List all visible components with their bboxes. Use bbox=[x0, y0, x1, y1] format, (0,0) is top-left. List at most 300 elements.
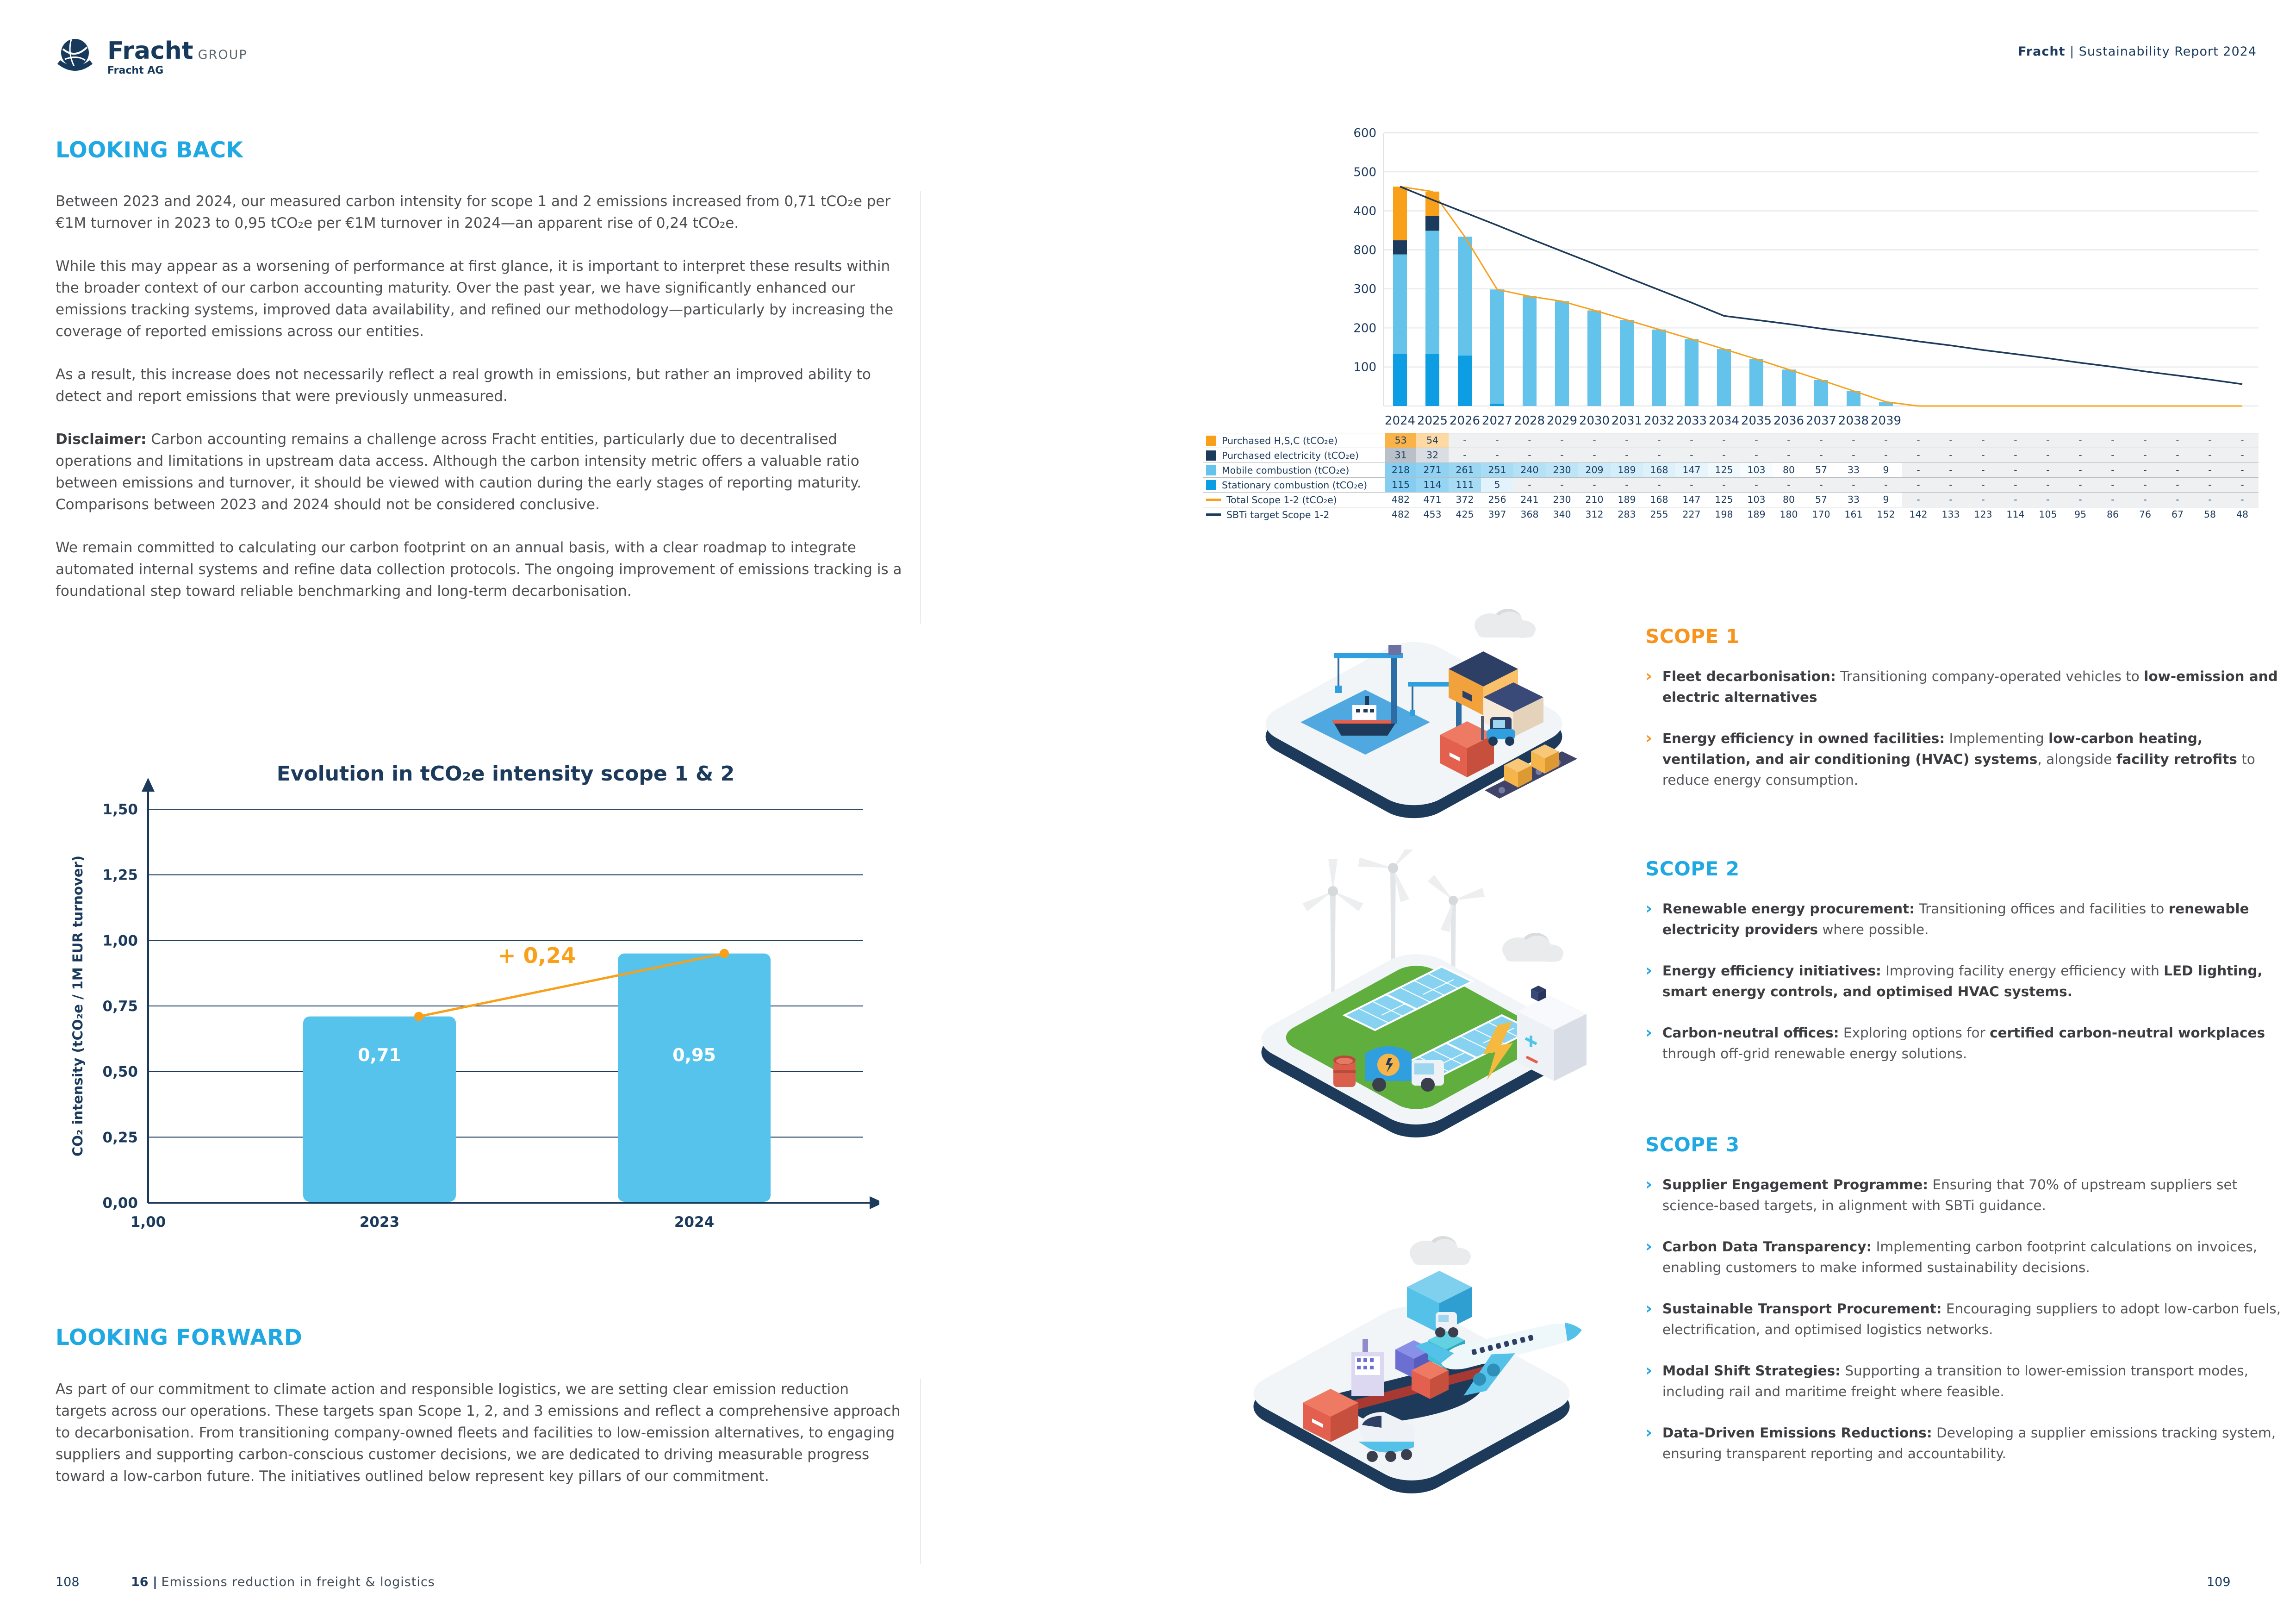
table-cell: - bbox=[2194, 478, 2226, 492]
table-row-electricity bbox=[1203, 448, 2259, 462]
table-cell: - bbox=[1902, 448, 1935, 462]
table-cell: - bbox=[1740, 478, 1773, 492]
page-number-right: 109 bbox=[2207, 1575, 2231, 1589]
table-cell: - bbox=[1611, 448, 1643, 462]
table-cell: - bbox=[2064, 433, 2097, 448]
table-cell: - bbox=[1449, 433, 1481, 448]
table-cell: - bbox=[1675, 478, 1708, 492]
table-cell: - bbox=[1967, 478, 1999, 492]
table-cell: - bbox=[1902, 478, 1935, 492]
cloud-icon bbox=[1475, 609, 1536, 638]
table-cell: - bbox=[2097, 463, 2129, 477]
scope-2-illustration bbox=[1226, 849, 1606, 1148]
oil-barrel-icon bbox=[1333, 1056, 1356, 1087]
report-title-brand: Fracht bbox=[2018, 44, 2066, 59]
legend-swatch-icon bbox=[1206, 436, 1216, 446]
table-cell: 80 bbox=[1782, 464, 1795, 475]
bar-2023 bbox=[303, 1017, 456, 1202]
emissions-table bbox=[1203, 433, 2259, 522]
table-cell: 453 bbox=[1423, 509, 1442, 520]
emissions-projection-chart bbox=[1351, 119, 2259, 434]
table-cell: - bbox=[1999, 448, 2032, 462]
table-cell: - bbox=[2032, 493, 2064, 507]
table-cell: - bbox=[2097, 478, 2129, 492]
table-cell: 58 bbox=[2203, 509, 2216, 520]
legend-line-icon bbox=[1206, 513, 1221, 516]
scope-1-section bbox=[1645, 625, 2293, 811]
scope-bullet: › Energy efficiency in owned facilities: Implementing low-carbon heating, ventilation, and air conditioning (HVAC) systems, alongside facility retrofits to reduce energy consumption. bbox=[1645, 728, 2293, 791]
table-cell: 180 bbox=[1780, 509, 1798, 520]
svg-text:2034: 2034 bbox=[1708, 414, 1740, 428]
table-cell: - bbox=[2226, 463, 2259, 477]
table-cell: 218 bbox=[1384, 463, 1416, 477]
table-cell: - bbox=[1643, 478, 1675, 492]
stack-mobile-2027 bbox=[1490, 289, 1504, 404]
table-cell: - bbox=[2064, 463, 2097, 477]
table-cell: - bbox=[1740, 448, 1773, 462]
scope-bullet: › Fleet decarbonisation: Transitioning company-operated vehicles to low-emission and electric alternatives bbox=[1645, 666, 2293, 708]
stack-mobile-2028 bbox=[1523, 297, 1537, 406]
scope-3-heading: SCOPE 3 bbox=[1645, 1133, 1740, 1156]
chapter-number: 16 | bbox=[131, 1575, 157, 1589]
table-cell: - bbox=[2129, 493, 2161, 507]
brand-name: Fracht bbox=[107, 37, 193, 65]
table-cell: - bbox=[1999, 433, 2032, 448]
table-cell: 147 bbox=[1682, 494, 1701, 505]
scope-bullet: › Carbon-neutral offices: Exploring options for certified carbon-neutral workplaces through off-grid renewable energy solutions. bbox=[1645, 1023, 2293, 1064]
table-cell: - bbox=[1773, 448, 1805, 462]
table-cell: - bbox=[2194, 463, 2226, 477]
paragraph: As part of our commitment to climate action and responsible logistics, we are setting clear emission reduction targets across our operations. These targets span Scope 1, 2, and 3 emissions and reflect a comprehensive approach to decarbonisation. From transitioning company-owned fleets and facilities to low-emission alternatives, to engaging suppliers and supporting carbon-conscious customer decisions, we are dedicated to driving measurable progress toward a low-carbon future. The initiatives outlined below represent key pillars of our commitment. bbox=[56, 1381, 901, 1485]
table-cell: - bbox=[2226, 478, 2259, 492]
table-cell: - bbox=[2194, 493, 2226, 507]
table-cell: - bbox=[1481, 433, 1513, 448]
table-cell: - bbox=[1513, 478, 1546, 492]
table-cell: - bbox=[1837, 433, 1870, 448]
table-cell: - bbox=[2032, 478, 2064, 492]
stack-mobile-2024 bbox=[1393, 255, 1407, 354]
paragraph: Between 2023 and 2024, our measured carbon intensity for scope 1 and 2 emissions increased from 0,71 tCO₂e per €1M turnover in 2023 to 0,95 tCO₂e per €1M turnover in 2024—an apparent rise of 0,24 tCO₂e. bbox=[56, 193, 891, 231]
table-cell: - bbox=[1935, 463, 1967, 477]
table-cell: 189 bbox=[1611, 463, 1643, 477]
svg-text:2030: 2030 bbox=[1579, 414, 1610, 428]
table-cell: 152 bbox=[1877, 509, 1895, 520]
stack-mobile-2037 bbox=[1814, 380, 1828, 406]
table-cell: - bbox=[2161, 433, 2194, 448]
brand-suffix: GROUP bbox=[198, 47, 248, 62]
table-cell: - bbox=[1773, 433, 1805, 448]
row-label: Purchased H,S,C (tCO₂e) bbox=[1222, 435, 1338, 446]
table-row-total bbox=[1203, 492, 2259, 507]
table-cell: 189 bbox=[1618, 494, 1636, 505]
svg-text:0,25: 0,25 bbox=[102, 1129, 138, 1146]
table-cell: 86 bbox=[2106, 509, 2119, 520]
svg-text:800: 800 bbox=[1353, 243, 1376, 257]
cloud-icon bbox=[1502, 933, 1563, 962]
svg-text:2036: 2036 bbox=[1773, 414, 1804, 428]
paragraph: We remain committed to calculating our carbon footprint on an annual basis, with a clear roadmap to integrate automated internal systems and refine data collection protocols. The ongoing improvement of emissions tracking is a foundational step toward reliable benchmarking and long-term decarbonisation. bbox=[56, 539, 902, 600]
table-cell: 168 bbox=[1643, 463, 1675, 477]
table-cell: - bbox=[2161, 448, 2194, 462]
svg-text:2024: 2024 bbox=[674, 1214, 715, 1230]
stack-mobile-2034 bbox=[1717, 349, 1731, 406]
scope-1-heading: SCOPE 1 bbox=[1645, 625, 1740, 648]
table-cell: 170 bbox=[1812, 509, 1830, 520]
svg-text:0,75: 0,75 bbox=[102, 998, 138, 1015]
table-cell: - bbox=[1902, 493, 1935, 507]
scope-bullet: › Data-Driven Emissions Reductions: Developing a supplier emissions tracking system, ensuring transparent reporting and accountability. bbox=[1645, 1423, 2293, 1464]
table-cell: 255 bbox=[1650, 509, 1668, 520]
table-cell: 271 bbox=[1416, 463, 1449, 477]
table-cell: 125 bbox=[1715, 494, 1733, 505]
table-cell: 5 bbox=[1481, 478, 1513, 492]
table-cell: - bbox=[1999, 463, 2032, 477]
table-row-stationary bbox=[1203, 477, 2259, 492]
table-cell: - bbox=[2032, 433, 2064, 448]
table-cell: 123 bbox=[1974, 509, 1992, 520]
table-cell: 76 bbox=[2139, 509, 2152, 520]
table-cell: - bbox=[1513, 433, 1546, 448]
table-cell: 161 bbox=[1844, 509, 1863, 520]
table-cell: 57 bbox=[1815, 494, 1828, 505]
svg-text:1,00: 1,00 bbox=[102, 932, 138, 949]
legend-swatch-icon bbox=[1206, 465, 1216, 475]
table-cell: 256 bbox=[1488, 494, 1506, 505]
table-cell: - bbox=[1611, 478, 1643, 492]
table-cell: - bbox=[1546, 478, 1578, 492]
table-cell: - bbox=[2194, 448, 2226, 462]
table-cell: 48 bbox=[2236, 509, 2249, 520]
svg-text:2039: 2039 bbox=[1870, 414, 1902, 428]
table-cell: - bbox=[1675, 448, 1708, 462]
table-cell: - bbox=[1967, 493, 1999, 507]
table-cell: 168 bbox=[1650, 494, 1668, 505]
svg-text:1,00: 1,00 bbox=[130, 1214, 166, 1230]
table-cell: 142 bbox=[1909, 509, 1928, 520]
table-cell: - bbox=[1935, 493, 1967, 507]
stack-stationary-2025 bbox=[1425, 354, 1439, 406]
table-cell: - bbox=[1870, 478, 1902, 492]
table-cell: 33 bbox=[1847, 464, 1860, 475]
table-cell: 32 bbox=[1416, 448, 1449, 462]
table-cell: - bbox=[1481, 448, 1513, 462]
stack-mobile-2031 bbox=[1620, 320, 1634, 406]
table-cell: - bbox=[1999, 478, 2032, 492]
table-cell: - bbox=[1708, 478, 1740, 492]
table-cell: 115 bbox=[1384, 478, 1416, 492]
row-label: SBTi target Scope 1-2 bbox=[1226, 509, 1330, 520]
table-cell: - bbox=[1837, 448, 1870, 462]
table-cell: - bbox=[1837, 478, 1870, 492]
row-label: Mobile combustion (tCO₂e) bbox=[1222, 464, 1350, 476]
table-cell: - bbox=[2194, 433, 2226, 448]
table-row-mobile bbox=[1203, 462, 2259, 477]
table-cell: 54 bbox=[1416, 433, 1449, 448]
table-cell: - bbox=[1870, 433, 1902, 448]
cloud-icon bbox=[1410, 1236, 1471, 1265]
table-cell: - bbox=[1675, 433, 1708, 448]
table-cell: - bbox=[2129, 463, 2161, 477]
svg-text:300: 300 bbox=[1353, 282, 1376, 297]
stack-mobile-2035 bbox=[1749, 359, 1763, 406]
svg-text:0,71: 0,71 bbox=[358, 1045, 401, 1065]
stack-mobile-2030 bbox=[1587, 311, 1601, 406]
table-cell: - bbox=[1578, 448, 1611, 462]
svg-text:2037: 2037 bbox=[1805, 414, 1837, 428]
stack-hsc-2025 bbox=[1425, 192, 1439, 216]
table-cell: 283 bbox=[1618, 509, 1636, 520]
chapter-title: Emissions reduction in freight & logistics bbox=[161, 1575, 435, 1589]
svg-text:0,00: 0,00 bbox=[102, 1195, 138, 1212]
table-cell: 230 bbox=[1546, 463, 1578, 477]
table-cell: 31 bbox=[1384, 448, 1416, 462]
paragraph: As a result, this increase does not necessarily reflect a real growth in emissions, but rather an improved ability to detect and report emissions that were previously unmeasured. bbox=[56, 366, 871, 405]
table-cell: 67 bbox=[2171, 509, 2184, 520]
table-cell: 9 bbox=[1883, 464, 1889, 475]
looking-back-text bbox=[56, 191, 921, 624]
svg-text:600: 600 bbox=[1353, 126, 1376, 140]
svg-text:400: 400 bbox=[1353, 204, 1376, 219]
legend-swatch-icon bbox=[1206, 450, 1216, 461]
table-cell: - bbox=[1513, 448, 1546, 462]
svg-text:2025: 2025 bbox=[1417, 414, 1448, 428]
table-row-sbti bbox=[1203, 507, 2259, 522]
table-cell: - bbox=[2032, 463, 2064, 477]
table-cell: 33 bbox=[1847, 494, 1860, 505]
stack-electricity-2025 bbox=[1425, 216, 1439, 231]
table-cell: - bbox=[1805, 448, 1837, 462]
svg-text:2031: 2031 bbox=[1611, 414, 1643, 428]
svg-text:+ 0,24: + 0,24 bbox=[498, 943, 576, 968]
stack-mobile-2029 bbox=[1555, 301, 1569, 406]
table-cell: 133 bbox=[1941, 509, 1960, 520]
table-cell: - bbox=[2129, 478, 2161, 492]
table-cell: - bbox=[2226, 493, 2259, 507]
table-cell: 147 bbox=[1675, 463, 1708, 477]
svg-text:2023: 2023 bbox=[359, 1214, 400, 1230]
table-cell: 80 bbox=[1782, 494, 1795, 505]
scope-1-illustration bbox=[1231, 581, 1601, 842]
report-title bbox=[2018, 44, 2257, 59]
table-cell: - bbox=[1643, 448, 1675, 462]
table-cell: - bbox=[2226, 448, 2259, 462]
table-cell: - bbox=[1935, 448, 1967, 462]
row-label: Purchased electricity (tCO₂e) bbox=[1222, 450, 1359, 461]
table-row-hsc bbox=[1203, 433, 2259, 448]
table-cell: - bbox=[1449, 448, 1481, 462]
table-cell: 251 bbox=[1481, 463, 1513, 477]
table-cell: 210 bbox=[1585, 494, 1604, 505]
table-cell: - bbox=[2032, 448, 2064, 462]
table-cell: 482 bbox=[1384, 493, 1416, 507]
chevron-right-icon: › bbox=[1645, 1361, 1652, 1380]
svg-text:2029: 2029 bbox=[1546, 414, 1578, 428]
scope-bullet: › Supplier Engagement Programme: Ensuring that 70% of upstream suppliers set science-based targets, in alignment with SBTi guidance. bbox=[1645, 1174, 2293, 1216]
stack-mobile-2036 bbox=[1782, 369, 1796, 406]
table-cell: 425 bbox=[1456, 509, 1474, 520]
stack-mobile-2026 bbox=[1458, 237, 1472, 356]
table-cell: - bbox=[1708, 433, 1740, 448]
table-cell: - bbox=[1805, 433, 1837, 448]
table-cell: - bbox=[1999, 493, 2032, 507]
svg-text:2026: 2026 bbox=[1449, 414, 1481, 428]
table-cell: - bbox=[1578, 478, 1611, 492]
svg-text:2028: 2028 bbox=[1514, 414, 1545, 428]
looking-forward-text bbox=[56, 1379, 921, 1564]
intensity-chart bbox=[56, 744, 879, 1299]
table-cell: 189 bbox=[1747, 509, 1766, 520]
table-cell: 241 bbox=[1520, 494, 1539, 505]
svg-text:Evolution in tCO₂e intensity s: Evolution in tCO₂e intensity scope 1 & 2 bbox=[276, 762, 735, 786]
table-cell: - bbox=[1740, 433, 1773, 448]
stack-mobile-2033 bbox=[1685, 339, 1699, 406]
svg-text:CO₂ intensity (tCO₂e / 1M EUR: CO₂ intensity (tCO₂e / 1M EUR turnover) bbox=[70, 855, 86, 1157]
scope-bullet: › Energy efficiency initiatives: Improving facility energy efficiency with LED lighting, smart energy controls, and optimised HVAC systems. bbox=[1645, 961, 2293, 1002]
table-cell: - bbox=[2064, 478, 2097, 492]
table-cell: - bbox=[2161, 493, 2194, 507]
table-cell: - bbox=[1902, 433, 1935, 448]
table-cell: - bbox=[2064, 493, 2097, 507]
scope-2-heading: SCOPE 2 bbox=[1645, 857, 1740, 880]
stack-electricity-2024 bbox=[1393, 240, 1407, 254]
table-cell: - bbox=[1967, 433, 1999, 448]
table-cell: 209 bbox=[1578, 463, 1611, 477]
scope-bullet: › Sustainable Transport Procurement: Encouraging suppliers to adopt low-carbon fuels, electrification, and optimised logistics networks. bbox=[1645, 1299, 2293, 1340]
table-cell: - bbox=[2097, 433, 2129, 448]
scope-2-section bbox=[1645, 857, 2293, 1085]
table-cell: 95 bbox=[2074, 509, 2087, 520]
table-cell: - bbox=[2226, 433, 2259, 448]
scope-bullet: › Renewable energy procurement: Transitioning offices and facilities to renewable electricity providers where possible. bbox=[1645, 899, 2293, 940]
table-cell: - bbox=[1967, 463, 1999, 477]
svg-text:2024: 2024 bbox=[1384, 414, 1416, 428]
table-cell: 114 bbox=[2006, 509, 2025, 520]
table-cell: - bbox=[1935, 433, 1967, 448]
table-cell: 103 bbox=[1747, 494, 1766, 505]
table-cell: - bbox=[1546, 433, 1578, 448]
svg-text:1,50: 1,50 bbox=[102, 801, 138, 818]
table-cell: 9 bbox=[1883, 494, 1889, 505]
bar-2024 bbox=[618, 954, 771, 1202]
report-title-rest: | Sustainability Report 2024 bbox=[2070, 44, 2257, 59]
scope-bullet: › Carbon Data Transparency: Implementing carbon footprint calculations on invoices, enabling customers to make informed sustainability decisions. bbox=[1645, 1237, 2293, 1278]
table-cell: 372 bbox=[1456, 494, 1474, 505]
chevron-right-icon: › bbox=[1645, 899, 1652, 918]
stack-mobile-2025 bbox=[1425, 231, 1439, 354]
svg-text:0,50: 0,50 bbox=[102, 1063, 138, 1081]
table-cell: 111 bbox=[1449, 478, 1481, 492]
table-cell: - bbox=[1643, 433, 1675, 448]
table-cell: - bbox=[1578, 433, 1611, 448]
table-cell: - bbox=[2161, 478, 2194, 492]
table-cell: 240 bbox=[1513, 463, 1546, 477]
table-cell: 230 bbox=[1553, 494, 1571, 505]
chevron-right-icon: › bbox=[1645, 1423, 1652, 1442]
paragraph: While this may appear as a worsening of performance at first glance, it is important to interpret these results within the broader context of our carbon accounting maturity. Over the past year, we have significantly enhanced our emissions tracking systems, improved data availability, and refined our methodology—particularly by increasing the coverage of reported emissions across our entities. bbox=[56, 258, 894, 340]
scope-3-illustration bbox=[1226, 1208, 1601, 1497]
table-cell: - bbox=[2129, 433, 2161, 448]
table-cell: 114 bbox=[1416, 478, 1449, 492]
table-cell: - bbox=[1546, 448, 1578, 462]
table-cell: 227 bbox=[1682, 509, 1701, 520]
table-cell: - bbox=[1967, 448, 1999, 462]
svg-text:2035: 2035 bbox=[1741, 414, 1772, 428]
table-cell: 103 bbox=[1740, 463, 1773, 477]
svg-text:200: 200 bbox=[1353, 321, 1376, 336]
stack-mobile-2032 bbox=[1652, 330, 1666, 406]
chevron-right-icon: › bbox=[1645, 1023, 1652, 1042]
table-cell: 261 bbox=[1449, 463, 1481, 477]
svg-text:0,95: 0,95 bbox=[672, 1045, 716, 1065]
svg-text:2033: 2033 bbox=[1676, 414, 1707, 428]
chevron-right-icon: › bbox=[1645, 729, 1652, 748]
chevron-right-icon: › bbox=[1645, 961, 1652, 980]
table-cell: 471 bbox=[1423, 494, 1442, 505]
stack-stationary-2027 bbox=[1490, 404, 1504, 406]
breadcrumb bbox=[131, 1575, 435, 1589]
chevron-right-icon: › bbox=[1645, 1237, 1652, 1256]
table-cell: - bbox=[2097, 448, 2129, 462]
table-cell: 198 bbox=[1715, 509, 1733, 520]
row-label: Stationary combustion (tCO₂e) bbox=[1222, 479, 1368, 491]
svg-text:2032: 2032 bbox=[1643, 414, 1675, 428]
page-number-left: 108 bbox=[56, 1575, 80, 1589]
fracht-globe-icon bbox=[51, 33, 99, 81]
table-cell: - bbox=[2161, 463, 2194, 477]
svg-text:500: 500 bbox=[1353, 165, 1376, 180]
table-cell: - bbox=[1773, 478, 1805, 492]
svg-text:2027: 2027 bbox=[1481, 414, 1513, 428]
stack-stationary-2024 bbox=[1393, 354, 1407, 406]
svg-text:2038: 2038 bbox=[1838, 414, 1869, 428]
brand-sub: Fracht AG bbox=[107, 64, 164, 76]
table-cell: - bbox=[1870, 448, 1902, 462]
svg-text:1,25: 1,25 bbox=[102, 867, 138, 884]
table-cell: - bbox=[1805, 478, 1837, 492]
table-cell: - bbox=[2129, 448, 2161, 462]
stack-hsc-2024 bbox=[1393, 187, 1407, 240]
chevron-right-icon: › bbox=[1645, 1175, 1652, 1194]
table-cell: - bbox=[1935, 478, 1967, 492]
table-cell: 368 bbox=[1520, 509, 1539, 520]
table-cell: 57 bbox=[1815, 464, 1828, 475]
legend-swatch-icon bbox=[1206, 480, 1216, 490]
table-cell: 482 bbox=[1384, 507, 1416, 522]
looking-forward-heading: LOOKING FORWARD bbox=[56, 1325, 303, 1350]
fracht-logo bbox=[51, 33, 248, 81]
battery-icon bbox=[1517, 986, 1587, 1081]
stack-stationary-2026 bbox=[1458, 356, 1472, 406]
chevron-right-icon: › bbox=[1645, 1299, 1652, 1318]
chevron-right-icon: › bbox=[1645, 667, 1652, 686]
scope-3-section bbox=[1645, 1133, 2293, 1485]
table-cell: - bbox=[2097, 493, 2129, 507]
table-cell: - bbox=[2064, 448, 2097, 462]
table-cell: - bbox=[1708, 448, 1740, 462]
table-cell: 53 bbox=[1384, 433, 1416, 448]
row-label: Total Scope 1-2 (tCO₂e) bbox=[1226, 494, 1337, 506]
scope-bullet: › Modal Shift Strategies: Supporting a transition to lower-emission transport modes, including rail and maritime freight where feasible. bbox=[1645, 1361, 2293, 1402]
table-cell: - bbox=[1902, 463, 1935, 477]
table-cell: 105 bbox=[2039, 509, 2057, 520]
table-cell: 340 bbox=[1553, 509, 1571, 520]
svg-text:100: 100 bbox=[1353, 360, 1376, 375]
table-cell: 312 bbox=[1585, 509, 1604, 520]
table-cell: - bbox=[1611, 433, 1643, 448]
looking-back-heading: LOOKING BACK bbox=[56, 137, 243, 163]
table-cell: 397 bbox=[1488, 509, 1506, 520]
paragraph: Disclaimer: Carbon accounting remains a challenge across Fracht entities, particularly due to decentralised operations and limitations in upstream data access. Although the carbon intensity metric offers a valuable ratio between emissions and turnover, it should be viewed with caution during the early stages of reporting maturity. Comparisons between 2023 and 2024 should not be considered conclusive. bbox=[56, 431, 862, 513]
